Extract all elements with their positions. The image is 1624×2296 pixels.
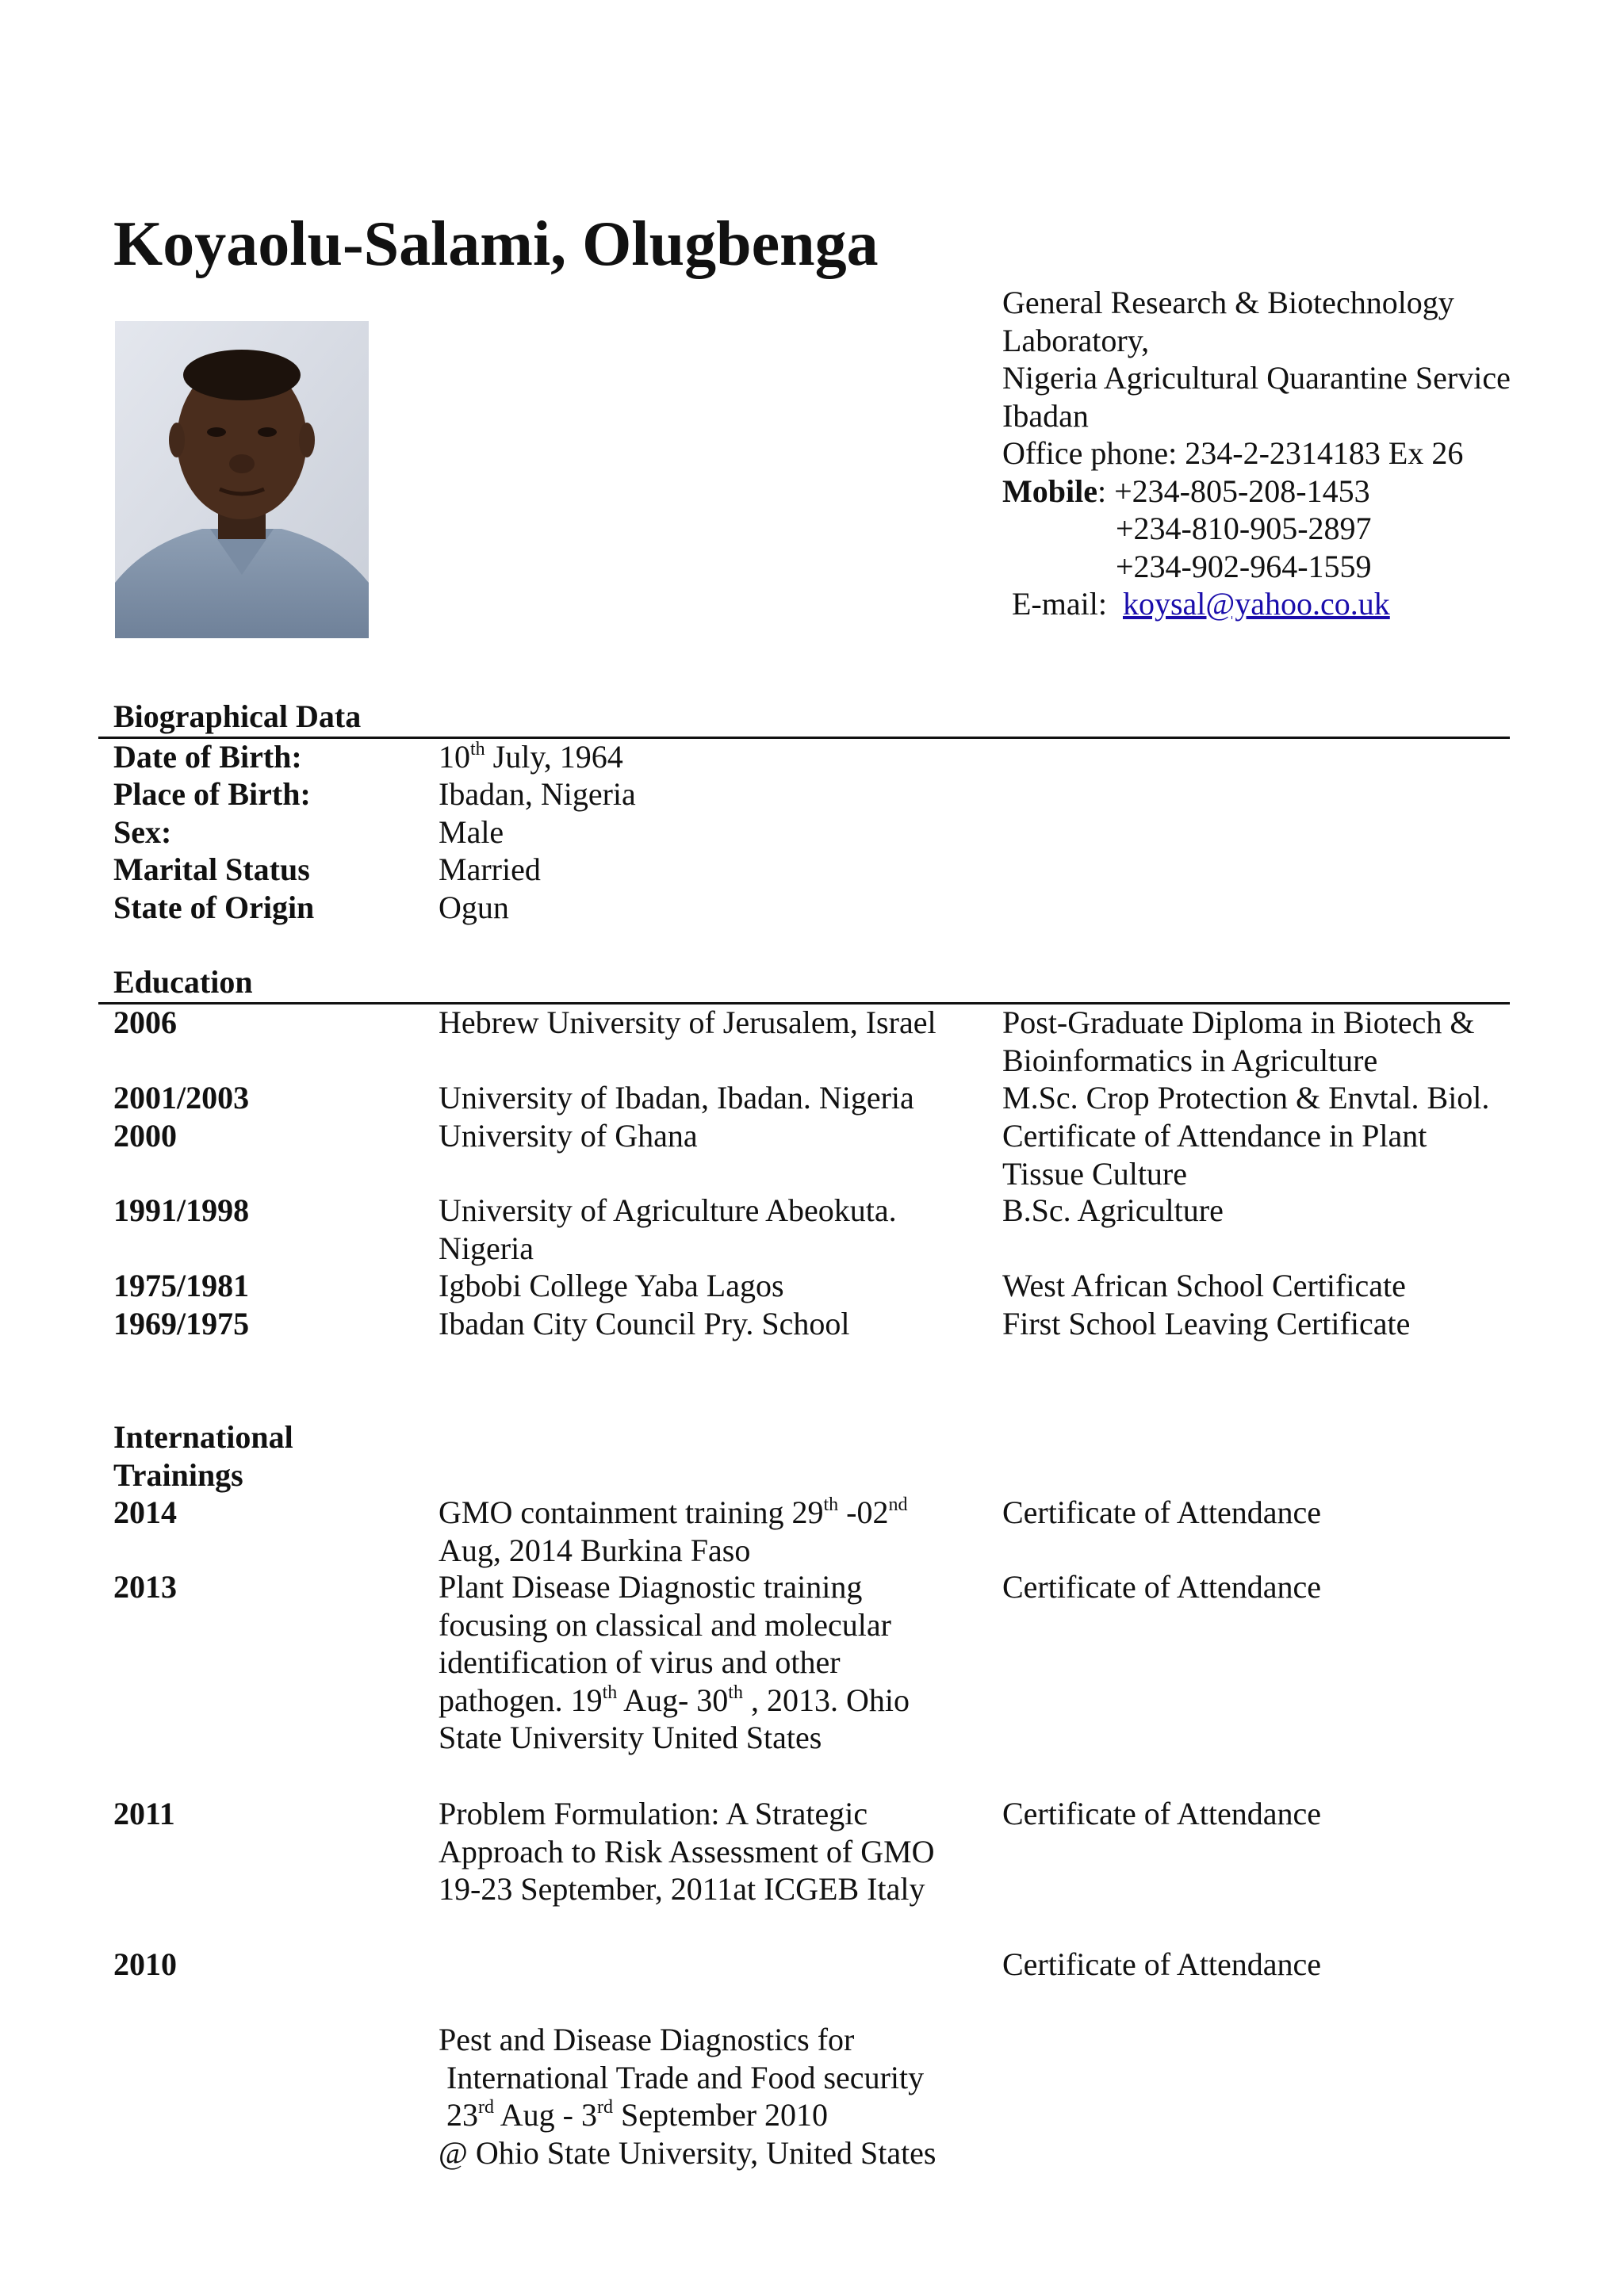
sex-label: Sex: — [113, 814, 172, 850]
email-link[interactable]: koysal@yahoo.co.uk — [1122, 586, 1390, 622]
education-year: 1969/1975 — [113, 1306, 250, 1341]
training-year: 2014 — [113, 1494, 177, 1530]
service-name: Nigeria Agricultural Quarantine Service — [1002, 360, 1511, 396]
dob-value: 10th July, 1964 — [439, 739, 623, 775]
education-institution: Ibadan City Council Pry. School — [439, 1306, 850, 1341]
education-qualification: B.Sc. Agriculture — [1002, 1192, 1224, 1228]
training-certificate: Certificate of Attendance — [1002, 1946, 1322, 1982]
education-year: 2001/2003 — [113, 1080, 250, 1115]
email-line — [1002, 585, 1557, 623]
education-year: 2000 — [113, 1118, 177, 1154]
section-heading-trainings: International Trainings — [113, 1419, 293, 1493]
office-phone: Office phone: 234-2-2314183 Ex 26 — [1002, 435, 1464, 471]
lab-name-line1: General Research & Biotechnology — [1002, 285, 1454, 320]
mobile-label: Mobile — [1002, 473, 1097, 509]
pob-value: Ibadan, Nigeria — [439, 776, 636, 812]
education-qualification: Post-Graduate Diploma in Biotech & Bioinformatics in Agriculture — [1002, 1004, 1475, 1078]
training-description: GMO containment training 29th -02nd Aug, 2014 Burkina Faso — [439, 1494, 908, 1568]
education-institution: University of Ibadan, Ibadan. Nigeria — [439, 1080, 914, 1115]
training-year: 2013 — [113, 1569, 177, 1605]
education-qualification: Certificate of Attendance in Plant Tissue Culture — [1002, 1118, 1427, 1192]
marital-value: Married — [439, 851, 541, 887]
section-heading-education: Education — [113, 964, 253, 1000]
mobile-number-1: +234-805-208-1453 — [1114, 473, 1370, 509]
education-institution: Igbobi College Yaba Lagos — [439, 1268, 784, 1303]
education-year: 1975/1981 — [113, 1268, 250, 1303]
training-certificate: Certificate of Attendance — [1002, 1569, 1322, 1605]
city: Ibadan — [1002, 397, 1089, 434]
training-description: Pest and Disease Diagnostics for International Trade and Food security 23rd Aug - 3rd September 2010 @ Ohio State University, United States — [439, 2022, 936, 2171]
education-institution: University of Agriculture Abeokuta. Nigeria — [439, 1192, 897, 1266]
section-heading-biographical: Biographical Data — [113, 698, 362, 734]
education-year: 2006 — [113, 1004, 177, 1040]
profile-photo — [115, 321, 369, 638]
training-description: Plant Disease Diagnostic training focusing on classical and molecular identification of virus and other pathogen. 19th Aug- 30th , 2013. Ohio State University United States — [439, 1569, 910, 1755]
person-name: Koyaolu-Salami, Olugbenga — [113, 209, 879, 279]
education-institution: University of Ghana — [439, 1118, 698, 1154]
training-certificate: Certificate of Attendance — [1002, 1494, 1322, 1530]
marital-label: Marital Status — [113, 851, 310, 887]
lab-name-line2: Laboratory, — [1002, 322, 1150, 358]
origin-value: Ogun — [439, 890, 509, 925]
training-year: 2010 — [113, 1946, 177, 1982]
training-description: Problem Formulation: A Strategic Approach to Risk Assessment of GMO 19-23 September, 2011at ICGEB Italy — [439, 1796, 935, 1907]
sex-value: Male — [439, 814, 504, 850]
training-certificate: Certificate of Attendance — [1002, 1796, 1322, 1831]
training-year: 2011 — [113, 1796, 175, 1831]
origin-label: State of Origin — [113, 890, 315, 925]
mobile-number-3: +234-902-964-1559 — [1116, 548, 1372, 584]
contact-block — [1002, 284, 1557, 623]
mobile-line: Mobile: +234-805-208-1453 — [1002, 473, 1370, 509]
pob-label: Place of Birth: — [113, 776, 311, 812]
education-qualification: First School Leaving Certificate — [1002, 1306, 1411, 1341]
dob-label: Date of Birth: — [113, 739, 302, 775]
email-label: E-mail: — [1012, 586, 1107, 622]
education-qualification: M.Sc. Crop Protection & Envtal. Biol. — [1002, 1080, 1490, 1115]
education-institution: Hebrew University of Jerusalem, Israel — [439, 1004, 936, 1040]
mobile-number-2: +234-810-905-2897 — [1116, 511, 1372, 546]
education-year: 1991/1998 — [113, 1192, 250, 1228]
education-qualification: West African School Certificate — [1002, 1268, 1406, 1303]
